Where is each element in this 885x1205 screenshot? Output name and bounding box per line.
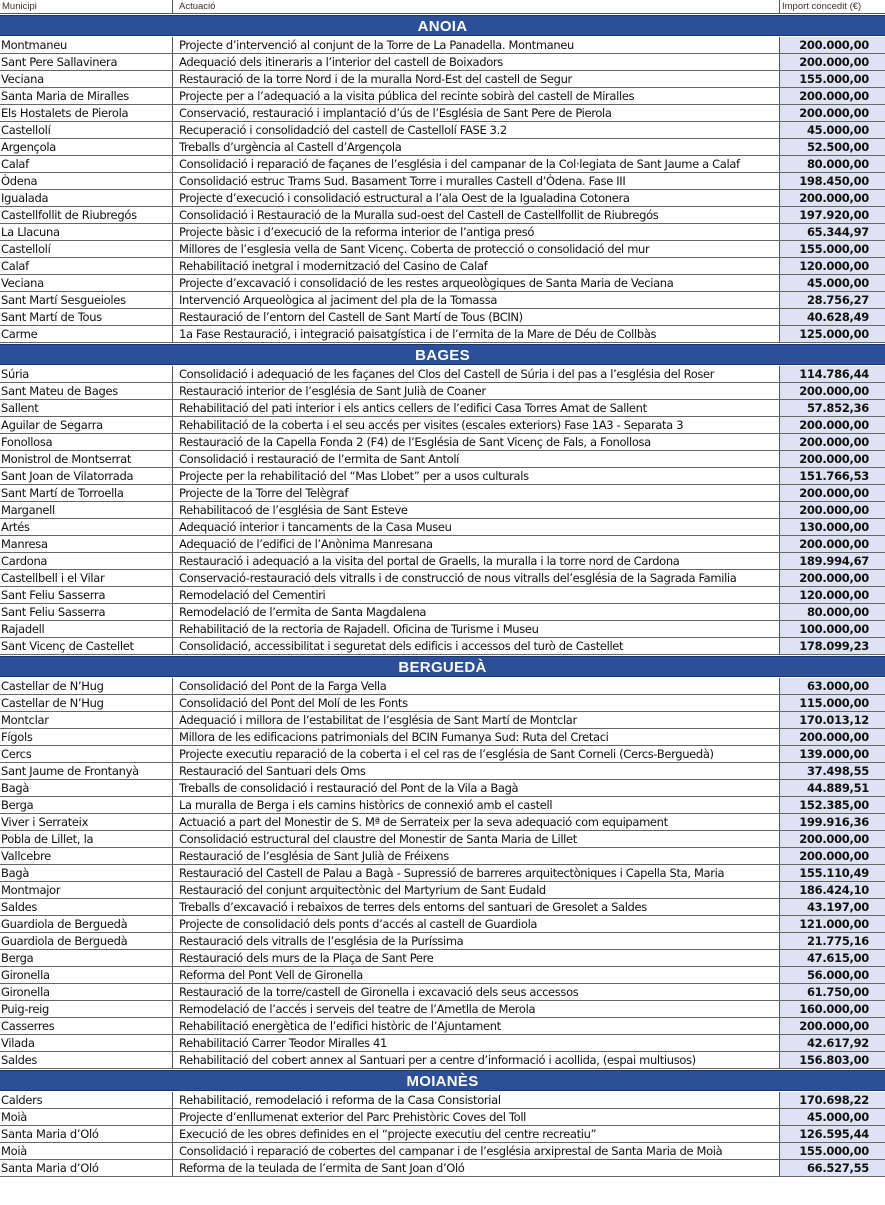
cell-import: 37.498,55 [780, 763, 885, 779]
table-row [0, 882, 885, 899]
cell-actuacio: Projecte executiu reparació de la coberta i el cel ras de l’església de Sant Corneli (Cercs-Berguedà) [173, 746, 780, 762]
cell-import: 199.916,36 [780, 814, 885, 830]
cell-actuacio: Consolidació i restauració de l’ermita de Sant Antolí [173, 451, 780, 467]
cell-municipi: Sant Vicenç de Castellet [0, 638, 173, 654]
cell-import: 45.000,00 [780, 122, 885, 138]
cell-actuacio: Consolidació i Restauració de la Muralla sud-oest del Castell de Castellfollit de Riubregós [173, 207, 780, 223]
cell-import: 120.000,00 [780, 587, 885, 603]
cell-actuacio: Rehabilitacoó de l’església de Sant Esteve [173, 502, 780, 518]
cell-municipi: Els Hostalets de Pierola [0, 105, 173, 121]
cell-actuacio: Restauració de la torre/castell de Gironella i excavació dels seus accessos [173, 984, 780, 1000]
cell-actuacio: Projecte d’execució i consolidació estructural a l’ala Oest de la Igualadina Cotonera [173, 190, 780, 206]
cell-municipi: Sant Martí Sesgueioles [0, 292, 173, 308]
cell-actuacio: Rehabilitació del cobert annex al Santuari per a centre d’informació i acollida, (espai multiusos) [173, 1052, 780, 1068]
cell-municipi: Guardiola de Berguedà [0, 933, 173, 949]
cell-municipi: Santa Maria d’Oló [0, 1160, 173, 1176]
cell-municipi: Argençola [0, 139, 173, 155]
cell-actuacio: Restauració de l’entorn del Castell de Sant Martí de Tous (BCIN) [173, 309, 780, 325]
cell-municipi: Bagà [0, 865, 173, 881]
cell-municipi: Sant Martí de Tous [0, 309, 173, 325]
cell-actuacio: Adequació de l’edifici de l’Anònima Manresana [173, 536, 780, 552]
cell-import: 63.000,00 [780, 678, 885, 694]
cell-municipi: Sant Martí de Torroella [0, 485, 173, 501]
cell-municipi: Fonollosa [0, 434, 173, 450]
cell-municipi: Òdena [0, 173, 173, 189]
cell-import: 28.756,27 [780, 292, 885, 308]
cell-actuacio: Rehabilitació, remodelació i reforma de la Casa Consistorial [173, 1092, 780, 1108]
cell-municipi: Moià [0, 1109, 173, 1125]
cell-import: 151.766,53 [780, 468, 885, 484]
table-row [0, 292, 885, 309]
cell-actuacio: Treballs de consolidació i restauració del Pont de la Vila a Bagà [173, 780, 780, 796]
cell-import: 200.000,00 [780, 570, 885, 586]
cell-actuacio: Reforma de la teulada de l’ermita de Sant Joan d’Oló [173, 1160, 780, 1176]
cell-actuacio: Restauració del Santuari dels Oms [173, 763, 780, 779]
table-row [0, 451, 885, 468]
cell-municipi: Marganell [0, 502, 173, 518]
cell-import: 200.000,00 [780, 848, 885, 864]
cell-import: 56.000,00 [780, 967, 885, 983]
cell-municipi: Sallent [0, 400, 173, 416]
table-row [0, 1126, 885, 1143]
cell-municipi: Artés [0, 519, 173, 535]
cell-municipi: Vilada [0, 1035, 173, 1051]
cell-actuacio: Projecte d’intervenció al conjunt de la Torre de La Panadella. Montmaneu [173, 37, 780, 53]
table-row [0, 502, 885, 519]
table-row [0, 780, 885, 797]
cell-import: 57.852,36 [780, 400, 885, 416]
table-row [0, 275, 885, 292]
cell-import: 125.000,00 [780, 326, 885, 342]
cell-actuacio: Rehabilitació Carrer Teodor Miralles 41 [173, 1035, 780, 1051]
cell-import: 155.000,00 [780, 241, 885, 257]
table-row [0, 746, 885, 763]
header-actuacio: Actuació [173, 0, 780, 13]
table-row [0, 570, 885, 587]
cell-import: 42.617,92 [780, 1035, 885, 1051]
cell-municipi: Montclar [0, 712, 173, 728]
table-row [0, 587, 885, 604]
cell-municipi: Veciana [0, 71, 173, 87]
cell-municipi: Santa Maria de Miralles [0, 88, 173, 104]
cell-municipi: Santa Maria d’Oló [0, 1126, 173, 1142]
cell-actuacio: Execució de les obres definides en el “projecte executiu del centre recreatiu” [173, 1126, 780, 1142]
cell-import: 200.000,00 [780, 536, 885, 552]
table-row [0, 729, 885, 746]
table-row [0, 1052, 885, 1069]
cell-municipi: Calders [0, 1092, 173, 1108]
cell-actuacio: Restauració dels vitralls de l’església de la Puríssima [173, 933, 780, 949]
cell-actuacio: Rehabilitació de la coberta i el seu accés per visites (escales exteriors) Fase 1A3 - Separata 3 [173, 417, 780, 433]
cell-import: 200.000,00 [780, 502, 885, 518]
cell-actuacio: Millores de l’esglesia vella de Sant Vicenç. Coberta de protecció o consolidació del mur [173, 241, 780, 257]
cell-import: 114.786,44 [780, 366, 885, 382]
table-row [0, 967, 885, 984]
cell-municipi: Carme [0, 326, 173, 342]
cell-actuacio: Adequació i millora de l’estabilitat de l’església de Sant Martí de Montclar [173, 712, 780, 728]
cell-municipi: Moià [0, 1143, 173, 1159]
cell-actuacio: Rehabilitació del pati interior i els antics cellers de l’edifici Casa Torres Amat de Sallent [173, 400, 780, 416]
cell-municipi: Guardiola de Berguedà [0, 916, 173, 932]
table-row [0, 604, 885, 621]
cell-municipi: Cercs [0, 746, 173, 762]
cell-actuacio: Consolidació estruc Trams Sud. Basament Torre i muralles Castell d’Òdena. Fase III [173, 173, 780, 189]
cell-import: 200.000,00 [780, 88, 885, 104]
cell-import: 200.000,00 [780, 485, 885, 501]
table-row [0, 797, 885, 814]
table-header [0, 0, 885, 14]
table-row [0, 1109, 885, 1126]
cell-municipi: Castellar de N’Hug [0, 678, 173, 694]
table-row [0, 258, 885, 275]
region-header: MOIANÈS [0, 1070, 885, 1091]
table-row [0, 1035, 885, 1052]
cell-municipi: Castellar de N’Hug [0, 695, 173, 711]
table-row [0, 366, 885, 383]
table-row [0, 814, 885, 831]
cell-import: 189.994,67 [780, 553, 885, 569]
cell-import: 65.344,97 [780, 224, 885, 240]
cell-municipi: Rajadell [0, 621, 173, 637]
table-row [0, 712, 885, 729]
cell-actuacio: Consolidació i adequació de les façanes del Clos del Castell de Súria i del pas a l’església del Roser [173, 366, 780, 382]
cell-import: 155.110,49 [780, 865, 885, 881]
cell-actuacio: Recuperació i consolidadció del castell de Castellolí FASE 3.2 [173, 122, 780, 138]
table-row [0, 933, 885, 950]
cell-municipi: Castellolí [0, 122, 173, 138]
cell-municipi: Igualada [0, 190, 173, 206]
table-row [0, 763, 885, 780]
cell-import: 130.000,00 [780, 519, 885, 535]
cell-import: 115.000,00 [780, 695, 885, 711]
table-row [0, 468, 885, 485]
cell-municipi: Cardona [0, 553, 173, 569]
cell-actuacio: Consolidació, accessibilitat i seguretat dels edificis i accessos del turò de Castellet [173, 638, 780, 654]
cell-actuacio: Restauració de la torre Nord i de la muralla Nord-Est del castell de Segur [173, 71, 780, 87]
table-row [0, 950, 885, 967]
table-row [0, 190, 885, 207]
table-row [0, 224, 885, 241]
cell-import: 61.750,00 [780, 984, 885, 1000]
cell-actuacio: Intervenció Arqueològica al jaciment del pla de la Tomassa [173, 292, 780, 308]
cell-municipi: Gironella [0, 984, 173, 1000]
cell-import: 178.099,23 [780, 638, 885, 654]
cell-municipi: Montmajor [0, 882, 173, 898]
cell-import: 200.000,00 [780, 451, 885, 467]
cell-import: 100.000,00 [780, 621, 885, 637]
table-row [0, 156, 885, 173]
cell-actuacio: Actuació a part del Monestir de S. Mª de Serrateix per la seva adequació com equipament [173, 814, 780, 830]
cell-import: 21.775,16 [780, 933, 885, 949]
cell-import: 40.628,49 [780, 309, 885, 325]
cell-municipi: Súria [0, 366, 173, 382]
cell-municipi: Fígols [0, 729, 173, 745]
cell-actuacio: Consolidació del Pont del Molí de les Fonts [173, 695, 780, 711]
cell-municipi: Gironella [0, 967, 173, 983]
table-row [0, 984, 885, 1001]
cell-actuacio: Restauració dels murs de la Plaça de Sant Pere [173, 950, 780, 966]
table-row [0, 695, 885, 712]
table-row [0, 37, 885, 54]
cell-import: 139.000,00 [780, 746, 885, 762]
cell-municipi: Viver i Serrateix [0, 814, 173, 830]
cell-import: 126.595,44 [780, 1126, 885, 1142]
region-header: BERGUEDÀ [0, 656, 885, 677]
table-row [0, 139, 885, 156]
cell-import: 200.000,00 [780, 434, 885, 450]
table-row [0, 1160, 885, 1177]
cell-municipi: Calaf [0, 258, 173, 274]
table-row [0, 1092, 885, 1109]
header-import: Import concedit (€) [782, 1, 862, 12]
cell-municipi: Sant Jaume de Frontanyà [0, 763, 173, 779]
cell-actuacio: Consolidació i reparació de cobertes del campanar i de l’església arxiprestal de Santa Maria de Moià [173, 1143, 780, 1159]
cell-municipi: Sant Joan de Vilatorrada [0, 468, 173, 484]
cell-actuacio: Restauració de la Capella Fonda 2 (F4) de l’Església de Sant Vicenç de Fals, a Fonollosa [173, 434, 780, 450]
table-row [0, 88, 885, 105]
table-row [0, 326, 885, 343]
cell-actuacio: Adequació interior i tancaments de la Casa Museu [173, 519, 780, 535]
cell-import: 80.000,00 [780, 604, 885, 620]
table-row [0, 865, 885, 882]
cell-actuacio: La muralla de Berga i els camins històrics de connexió amb el castell [173, 797, 780, 813]
cell-import: 45.000,00 [780, 1109, 885, 1125]
cell-actuacio: Conservació-restauració dels vitralls i de construcció de nous vitralls del’església de la Sagrada Familia [173, 570, 780, 586]
cell-municipi: Berga [0, 950, 173, 966]
cell-municipi: Castellfollit de Riubregós [0, 207, 173, 223]
header-municipi: Municipi [0, 0, 173, 13]
table-row [0, 916, 885, 933]
cell-municipi: Bagà [0, 780, 173, 796]
cell-actuacio: Projecte de la Torre del Telègraf [173, 485, 780, 501]
table-row [0, 485, 885, 502]
cell-actuacio: Rehabilitació inetgral i modernització del Casino de Calaf [173, 258, 780, 274]
table-row [0, 434, 885, 451]
cell-municipi: Saldes [0, 1052, 173, 1068]
cell-municipi: Castellbell i el Vilar [0, 570, 173, 586]
cell-actuacio: Remodelació del Cementiri [173, 587, 780, 603]
cell-import: 45.000,00 [780, 275, 885, 291]
table-row [0, 831, 885, 848]
cell-actuacio: Remodelació de l’accés i serveis del teatre de l’Ametlla de Merola [173, 1001, 780, 1017]
cell-municipi: Casserres [0, 1018, 173, 1034]
cell-actuacio: Restauració del Castell de Palau a Bagà - Supressió de barreres arquitectòniques i Capella Sta, Maria [173, 865, 780, 881]
region-header: ANOIA [0, 15, 885, 36]
cell-actuacio: Rehabilitació de la rectoria de Rajadell. Oficina de Turisme i Museu [173, 621, 780, 637]
cell-import: 155.000,00 [780, 1143, 885, 1159]
cell-import: 200.000,00 [780, 54, 885, 70]
table-row [0, 519, 885, 536]
cell-import: 152.385,00 [780, 797, 885, 813]
table-row [0, 899, 885, 916]
cell-actuacio: Remodelació de l’ermita de Santa Magdalena [173, 604, 780, 620]
cell-municipi: Pobla de Lillet, la [0, 831, 173, 847]
cell-municipi: Calaf [0, 156, 173, 172]
cell-import: 200.000,00 [780, 190, 885, 206]
cell-import: 200.000,00 [780, 831, 885, 847]
cell-municipi: La Llacuna [0, 224, 173, 240]
cell-actuacio: Rehabilitació energètica de l’edifici històric de l’Ajuntament [173, 1018, 780, 1034]
cell-actuacio: Projecte per a l’adequació a la visita pública del recinte sobirà del castell de Miralles [173, 88, 780, 104]
cell-import: 200.000,00 [780, 1018, 885, 1034]
table-row [0, 383, 885, 400]
table-row [0, 621, 885, 638]
cell-municipi: Berga [0, 797, 173, 813]
table-row [0, 400, 885, 417]
cell-import: 198.450,00 [780, 173, 885, 189]
cell-actuacio: Projecte de consolidació dels ponts d’accés al castell de Guardiola [173, 916, 780, 932]
cell-import: 155.000,00 [780, 71, 885, 87]
cell-municipi: Manresa [0, 536, 173, 552]
table-row [0, 241, 885, 258]
cell-municipi: Castellolí [0, 241, 173, 257]
cell-actuacio: Consolidació estructural del claustre del Monestir de Santa Maria de Lillet [173, 831, 780, 847]
cell-actuacio: Treballs d’urgència al Castell d’Argençola [173, 139, 780, 155]
cell-municipi: Puig-reig [0, 1001, 173, 1017]
table-row [0, 105, 885, 122]
cell-import: 186.424,10 [780, 882, 885, 898]
table-row [0, 1001, 885, 1018]
cell-actuacio: Treballs d’excavació i rebaixos de terres dels entorns del santuari de Gresolet a Saldes [173, 899, 780, 915]
cell-import: 200.000,00 [780, 383, 885, 399]
cell-import: 52.500,00 [780, 139, 885, 155]
cell-municipi: Sant Feliu Sasserra [0, 604, 173, 620]
cell-actuacio: Millora de les edificacions patrimonials del BCIN Fumanya Sud: Ruta del Cretaci [173, 729, 780, 745]
cell-actuacio: Adequació dels itineraris a l’interior del castell de Boixadors [173, 54, 780, 70]
cell-actuacio: Restauració interior de l’església de Sant Julià de Coaner [173, 383, 780, 399]
cell-actuacio: Consolidació del Pont de la Farga Vella [173, 678, 780, 694]
table-row [0, 553, 885, 570]
region-header: BAGES [0, 344, 885, 365]
cell-import: 47.615,00 [780, 950, 885, 966]
cell-actuacio: Projecte per la rehabilitació del “Mas Llobet” per a usos culturals [173, 468, 780, 484]
cell-import: 200.000,00 [780, 729, 885, 745]
cell-municipi: Saldes [0, 899, 173, 915]
cell-import: 200.000,00 [780, 417, 885, 433]
cell-municipi: Vallcebre [0, 848, 173, 864]
table-row [0, 54, 885, 71]
table-row [0, 122, 885, 139]
cell-municipi: Montmaneu [0, 37, 173, 53]
cell-actuacio: Reforma del Pont Vell de Gironella [173, 967, 780, 983]
cell-import: 200.000,00 [780, 37, 885, 53]
cell-import: 160.000,00 [780, 1001, 885, 1017]
cell-municipi: Sant Mateu de Bages [0, 383, 173, 399]
table-row [0, 173, 885, 190]
cell-import: 43.197,00 [780, 899, 885, 915]
table-row [0, 309, 885, 326]
cell-actuacio: Restauració del conjunt arquitectònic del Martyrium de Sant Eudald [173, 882, 780, 898]
table-row [0, 71, 885, 88]
table-row [0, 638, 885, 655]
cell-import: 120.000,00 [780, 258, 885, 274]
cell-municipi: Aguilar de Segarra [0, 417, 173, 433]
cell-import: 121.000,00 [780, 916, 885, 932]
cell-municipi: Veciana [0, 275, 173, 291]
cell-actuacio: Projecte d’excavació i consolidació de les restes arqueològiques de Santa Maria de Veciana [173, 275, 780, 291]
cell-actuacio: 1a Fase Restauració, i integració paisatgística i de l’ermita de la Mare de Déu de Collbàs [173, 326, 780, 342]
cell-municipi: Sant Pere Sallavinera [0, 54, 173, 70]
cell-import: 170.013,12 [780, 712, 885, 728]
table-row [0, 1018, 885, 1035]
cell-municipi: Monistrol de Montserrat [0, 451, 173, 467]
table-row [0, 1143, 885, 1160]
table-row [0, 417, 885, 434]
cell-municipi: Sant Feliu Sasserra [0, 587, 173, 603]
table-row [0, 848, 885, 865]
cell-actuacio: Consolidació i reparació de façanes de l’església i del campanar de la Col·legiata de Sant Jaume a Calaf [173, 156, 780, 172]
cell-import: 170.698,22 [780, 1092, 885, 1108]
cell-import: 156.803,00 [780, 1052, 885, 1068]
table-row [0, 678, 885, 695]
cell-import: 80.000,00 [780, 156, 885, 172]
cell-actuacio: Projecte bàsic i d’execució de la reforma interior de l’antiga presó [173, 224, 780, 240]
cell-actuacio: Restauració i adequació a la visita del portal de Graells, la muralla i la torre nord de Cardona [173, 553, 780, 569]
cell-import: 200.000,00 [780, 105, 885, 121]
cell-actuacio: Restauració de l’església de Sant Julià de Fréixens [173, 848, 780, 864]
cell-import: 66.527,55 [780, 1160, 885, 1176]
cell-actuacio: Projecte d’enllumenat exterior del Parc Prehistòric Coves del Toll [173, 1109, 780, 1125]
cell-actuacio: Conservació, restauració i implantació d’ús de l’Església de Sant Pere de Pierola [173, 105, 780, 121]
cell-import: 197.920,00 [780, 207, 885, 223]
table-row [0, 207, 885, 224]
table-row [0, 536, 885, 553]
cell-import: 44.889,51 [780, 780, 885, 796]
